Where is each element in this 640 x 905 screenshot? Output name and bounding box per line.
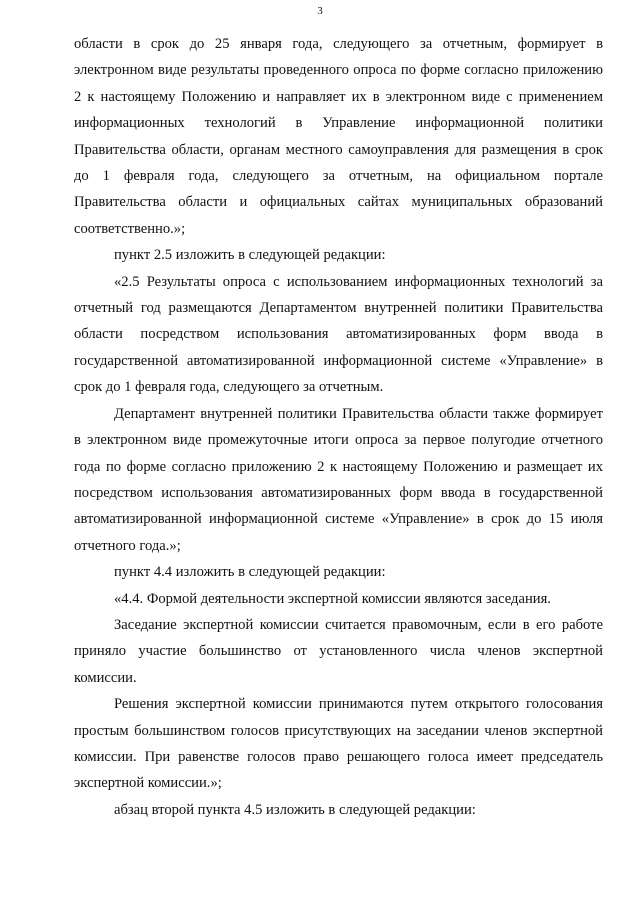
paragraph-amend-4-4: пункт 4.4 изложить в следующей редакции:	[114, 564, 386, 581]
paragraph-decisions: Решения экспертной комиссии принимаются путем открытого голосования простым большинством голосов присутствующих на заседании членов экспертной комиссии. При равенстве голосов право решающего голоса имеет председатель экспертной комиссии.»;	[74, 696, 603, 792]
paragraph-quorum: Заседание экспертной комиссии считается правомочным, если в его работе приняло участие большинство от установленного числа членов экспертной комиссии.	[74, 616, 603, 686]
paragraph-amend-2-5: пункт 2.5 изложить в следующей редакции:	[114, 247, 386, 264]
paragraph-continuation: области в срок до 25 января года, следующего за отчетным, формирует в электронном виде результаты проведенного опроса по форме согласно приложению 2 к настоящему Положению и направляет их в электронном виде с применением информационных технологий в Управление информационной политики Правительства области, органам местного самоуправления для размещения в срок до 1 февраля года, следующего за отчетным, на официальном портале Правительства области и официальных сайтах муниципальных образований соответственно.»;	[74, 36, 603, 237]
document-body	[74, 31, 603, 823]
paragraph-department: Департамент внутренней политики Правительства области также формирует в электронном виде промежуточные итоги опроса за первое полугодие отчетного года по форме согласно приложению 2 к настоящему Положению и размещает их посредством использования автоматизированных форм ввода в государственной автоматизированной информационной системе «Управление» в срок до 15 июля отчетного года.»;	[74, 405, 603, 554]
page-number: 3	[317, 5, 323, 17]
paragraph-amend-4-5: абзац второй пункта 4.5 изложить в следующей редакции:	[114, 801, 476, 818]
paragraph-4-4-text: «4.4. Формой деятельности экспертной комиссии являются заседания.	[114, 590, 551, 607]
paragraph-2-5-text: «2.5 Результаты опроса с использованием информационных технологий за отчетный год размещаются Департаментом внутренней политики Правительства области посредством использования автоматизированных форм ввода в государственной автоматизированной информационной системе «Управление» в срок до 1 февраля года, следующего за отчетным.	[74, 273, 603, 396]
